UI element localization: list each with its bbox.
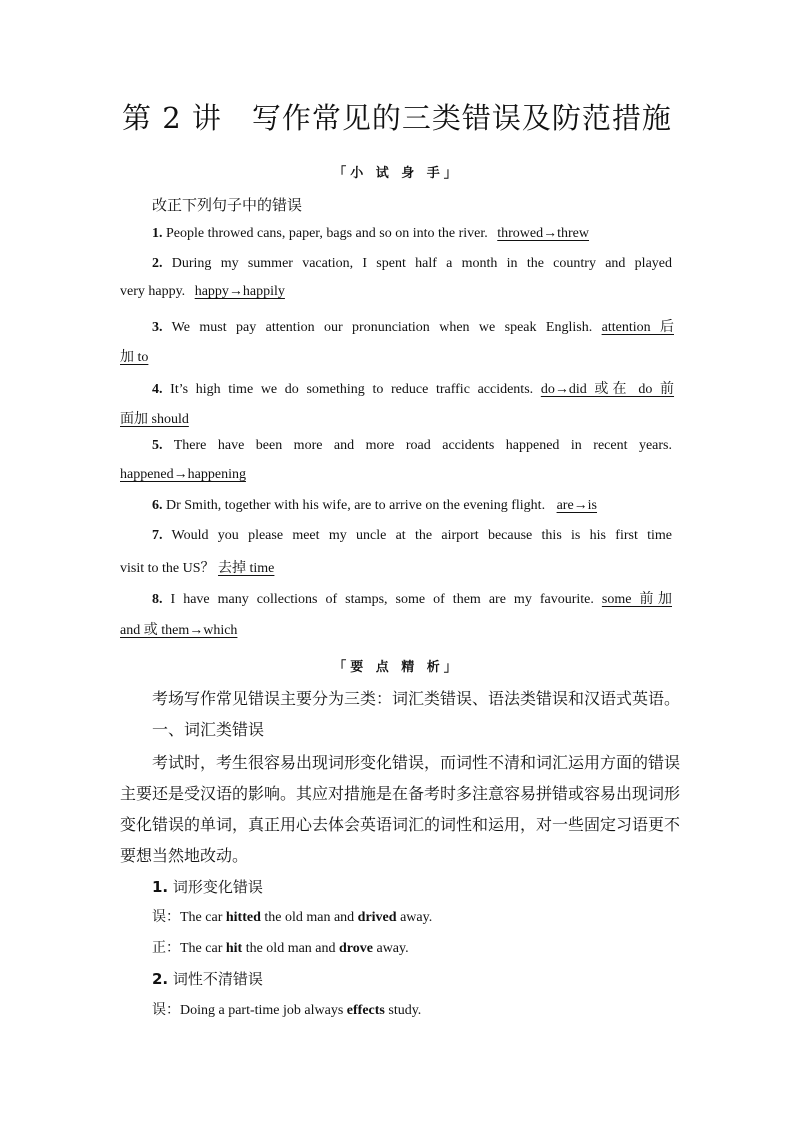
section-label-key-points: 「要 点 精 析」 xyxy=(333,660,461,675)
item-4-line-1: 4. It’s high time we do something to reduce traffic accidents. do→did 或在 do 前 xyxy=(152,382,675,397)
page-title: 第 2 讲 写作常见的三类错误及防范措施 xyxy=(122,101,672,135)
answer-5: happened→happening xyxy=(120,467,246,482)
example-1-wrong: 误：The car hitted the old man and drived away. xyxy=(152,909,433,925)
answer-2: happy→happily xyxy=(194,284,285,299)
item-7-line-2: visit to the US？ 去掉 time xyxy=(120,561,275,576)
instruction: 改正下列句子中的错误 xyxy=(152,196,303,214)
para-line-4: 要想当然地改动。 xyxy=(120,846,249,865)
item-6: 6. Dr Smith, together with his wife, are to arrive on the evening flight. are→is xyxy=(152,498,598,513)
intro-paragraph: 考场写作常见错误主要分为三类：词汇类错误、语法类错误和汉语式英语。 xyxy=(152,689,681,708)
item-8-line-1: 8. I have many collections of stamps, some of them are my favourite. some 前加 xyxy=(152,592,672,607)
para-line-3: 变化错误的单词，真正用心去体会英语词汇的词性和运用，对一些固定习语更不 xyxy=(120,815,681,834)
answer-4-part-2: 面加 should xyxy=(120,412,189,427)
subheading-word-form: 1. 词形变化错误 xyxy=(152,878,263,896)
answer-3-part-1: attention 后 xyxy=(601,320,674,335)
para-line-1: 考试时，考生很容易出现词形变化错误，而词性不清和词汇运用方面的错误 xyxy=(152,753,681,772)
answer-8-part-1: some 前加 xyxy=(601,592,672,607)
answer-3-part-2: 加 to xyxy=(120,350,149,365)
example-2-wrong: 误：Doing a part-time job always effects study. xyxy=(152,1002,422,1018)
answer-4-part-1: do→did 或在 do 前 xyxy=(540,382,675,397)
section-label-practice: 「小 试 身 手」 xyxy=(333,166,461,181)
answer-7: 去掉 time xyxy=(218,561,275,576)
answer-8-part-2: and 或 them→which xyxy=(120,623,238,638)
example-1-right: 正：The car hit the old man and drove away. xyxy=(152,940,409,956)
item-2-line-1: 2. During my summer vacation, I spent half a month in the country and played xyxy=(152,256,672,271)
para-line-2: 主要还是受汉语的影响。其应对措施是在备考时多注意容易拼错或容易出现词形 xyxy=(120,784,681,803)
heading-vocab-errors: 一、词汇类错误 xyxy=(152,720,265,739)
item-3-line-1: 3. We must pay attention our pronunciation when we speak English. attention 后 xyxy=(152,320,674,335)
item-7-line-1: 7. Would you please meet my uncle at the airport because this is his first time xyxy=(152,528,672,543)
item-1: 1. People throwed cans, paper, bags and so on into the river. throwed→threw xyxy=(152,226,590,241)
subheading-part-of-speech: 2. 词性不清错误 xyxy=(152,970,263,988)
item-2-line-2: very happy. happy→happily xyxy=(120,284,285,299)
answer-1: throwed→threw xyxy=(497,226,590,241)
item-5-line-1: 5. There have been more and more road accidents happened in recent years. xyxy=(152,438,672,453)
answer-6: are→is xyxy=(556,498,598,513)
